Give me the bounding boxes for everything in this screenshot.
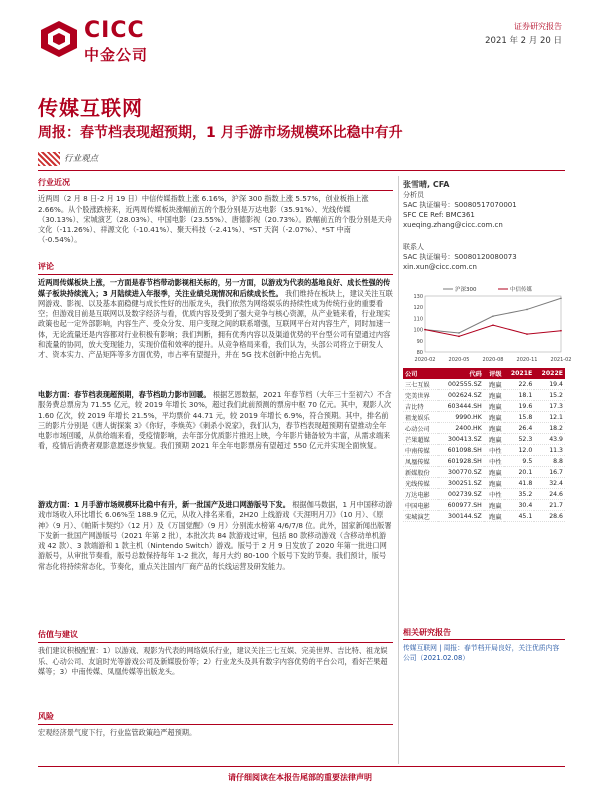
table-cell: 18.1 <box>504 390 535 401</box>
plot-frame <box>425 296 561 352</box>
author-name: 张雪晴, CFA <box>403 180 450 189</box>
y-tick-label: 110 <box>413 316 423 323</box>
section-heading: 行业近况 <box>38 178 70 187</box>
table-cell: 41.8 <box>504 478 535 489</box>
table-cell: 12.1 <box>534 412 565 423</box>
table-row <box>403 412 565 423</box>
table-cell: 002739.SZ <box>438 489 484 500</box>
rating-pattern-icon <box>38 152 60 166</box>
table-cell: 光线传媒 <box>403 478 438 489</box>
table-cell: 2400.HK <box>438 423 484 434</box>
table-cell: 跑赢 <box>484 511 504 522</box>
report-type: 证券研究报告 <box>514 22 562 31</box>
section-games <box>38 500 393 572</box>
table-row <box>403 489 565 500</box>
table-cell: 中国电影 <box>403 500 438 511</box>
author-sfc: SFC CE Ref: BMC361 <box>403 211 475 219</box>
column-header: 公司 <box>403 368 438 379</box>
logo-text-en: CICC <box>84 18 145 43</box>
table-cell: 宋城演艺 <box>403 511 438 522</box>
table-cell: 43.9 <box>534 434 565 445</box>
table-header-row <box>403 368 565 379</box>
related-heading: 相关研究报告 <box>403 628 451 637</box>
table-cell: 12.0 <box>504 445 535 456</box>
data-point <box>492 315 494 317</box>
table-cell: 完美世界 <box>403 390 438 401</box>
section-heading: 评论 <box>38 262 54 271</box>
table-cell: 芒果超媒 <box>403 434 438 445</box>
table-cell: 中南传媒 <box>403 445 438 456</box>
section-comment <box>38 262 393 361</box>
data-point <box>492 324 494 326</box>
table-cell: 22.6 <box>504 379 535 390</box>
table-cell: 跑赢 <box>484 379 504 390</box>
table-cell: 万达电影 <box>403 489 438 500</box>
table-cell: 跑赢 <box>484 478 504 489</box>
table-cell: 吉比特 <box>403 401 438 412</box>
column-header: 评级 <box>484 368 504 379</box>
section-lead: 近两周传媒板块上涨，一方面是春节档带动影视相关标的，另一方面，以游戏为代表的基地良好、成长性强的传媒子板块持续流入；3 月陆续进入年报季，关注业绩兑现情况和后续成长性。 <box>38 278 391 298</box>
column-header: 2021E <box>504 368 535 379</box>
section-heading: 风险 <box>38 712 54 721</box>
data-point <box>458 336 460 338</box>
table-cell: 15.8 <box>504 412 535 423</box>
heading-underline <box>38 724 393 725</box>
table-cell: 300251.SZ <box>438 478 484 489</box>
table-cell: 32.4 <box>534 478 565 489</box>
column-header: 2022E <box>534 368 565 379</box>
report-date: 2021 年 2 月 20 日 <box>485 36 562 46</box>
heading-underline <box>38 274 393 275</box>
table-cell: 18.2 <box>534 423 565 434</box>
table-cell: 28.6 <box>534 511 565 522</box>
table-cell: 26.4 <box>504 423 535 434</box>
table-cell: 新媒股份 <box>403 467 438 478</box>
x-tick-label: 2020-11 <box>516 357 538 363</box>
section-risk <box>38 712 393 739</box>
rating-label: 行业观点 <box>64 154 99 164</box>
table-cell: 11.3 <box>534 445 565 456</box>
table-cell: 300144.SZ <box>438 511 484 522</box>
table-cell: 300770.SZ <box>438 467 484 478</box>
section-text: 我们建议积极配置：1）以游戏、观影为代表的网络娱乐行业，建议关注三七互娱、完美世界、吉比特、祖龙娱乐、心动公司、友谊时光等游戏公司及新媒股份等；2）行业龙头及具有数字内容优势的平台公司，看好芒果超媒等；3）中南传媒、凤凰传媒等出版龙头。 <box>38 646 388 676</box>
series-line <box>425 325 561 336</box>
author-license: SAC 执证编号：S0080120080073 <box>403 253 517 261</box>
section-lead: 电影方面：春节档表现超预期，春节档助力影市回暖。 <box>38 390 211 399</box>
table-cell: 心动公司 <box>403 423 438 434</box>
table-cell: 凤凰传媒 <box>403 456 438 467</box>
data-point <box>560 330 562 332</box>
table-cell: 603444.SH <box>438 401 484 412</box>
table-cell: 祖龙娱乐 <box>403 412 438 423</box>
y-tick-label: 90 <box>416 338 423 345</box>
heading-underline <box>38 642 393 643</box>
author-license: SAC 执证编号：S0080517070001 <box>403 201 517 209</box>
section-lead: 游戏方面：1 月手游市场规模环比稳中有升，新一批国产及进口网游版号下发。 <box>38 500 290 509</box>
y-tick-label: 130 <box>413 294 423 300</box>
legend-label: 沪深300 <box>455 287 477 293</box>
stock-table <box>403 368 565 522</box>
section-text: 宏观经济景气度下行，行业监管政策趋严超预期。 <box>38 728 197 738</box>
section-overview <box>38 178 393 246</box>
x-tick-label: 2020-08 <box>482 357 504 363</box>
table-cell: 601098.SH <box>438 445 484 456</box>
author-email[interactable]: xueqing.zhang@cicc.com.cn <box>403 221 503 229</box>
logo-text-cn: 中金公司 <box>84 46 149 64</box>
table-cell: 21.7 <box>534 500 565 511</box>
table-cell: 中性 <box>484 445 504 456</box>
table-row <box>403 467 565 478</box>
section-text: 根据伽马数据，1 月中国移动游戏市场收入环比增长 6.06%至 188.9 亿元，从收入排名来看，2H20 上线游戏《天涯明月刀》（10 月）、《原神》（9 月）、《帕斯卡契约》（12 月）及《万国觉醒》（9 月）分别流水榜第 4/6/7/8 位。此外，国家新闻出版署下发新一批国产网游版号（2021 年第 2 批），本批次共 84 款游戏过审，包括 80 款移动游戏（含移动单机游戏 42 款）、3 款端游和 1 款主机（Nintendo Switch）游戏。版号于 2 月 9 日发放了 2020 年第一批进口网游版号，从审批节奏看，版号总数保持每年 1-2 批次，每月大约 80-100 个版号下发的节奏。我们预计，版号常态化将持续常态化，节奏化，重点关注国内厂商产品的长线运营及研发能力。 <box>38 500 393 571</box>
data-point <box>526 309 528 311</box>
table-row <box>403 434 565 445</box>
table-row <box>403 379 565 390</box>
table-cell: 52.3 <box>504 434 535 445</box>
legend-label: 中信传媒 <box>510 287 533 293</box>
table-row <box>403 456 565 467</box>
section-text: 我们维持在板块上，建议关注互联网游戏、影视、以及基本面稳健与成长性好的出版龙头，我们依然为网络娱乐的持续性成为传统行业的重要看空；但游戏目前是互联网以及数字经济与看，优质内容及受到了强大竞争与核心资源，从产业链来看，行业现实政策也起一定外部影响，内容生产、受众分发、用户变现之间的联系增强，互联网平台对内容生产，同时加速一体，无论流量还是内容都对行业积极有影响；我们判断，拥有优秀内容以及渠道优势的平台型公司有望通过内容和流量的协同，放大变现能力，实现价值和效率的提升。从竞争格局来看，我们认为，头部公司将立于研发人才、资本实力、产品矩阵等多方面优势，市占率有望提升，并在 5G 技术创新中抢占先机。 <box>38 288 393 360</box>
column-header: 代码 <box>438 368 484 379</box>
y-tick-label: 80 <box>416 350 423 356</box>
table-cell: 16.7 <box>534 467 565 478</box>
table-row <box>403 478 565 489</box>
data-point <box>458 332 460 334</box>
table-row <box>403 500 565 511</box>
related-research <box>403 628 565 663</box>
table-cell: 跑赢 <box>484 500 504 511</box>
related-link[interactable]: 传媒互联网 | 周报：春节档开局良好，关注优质内容公司（2021.02.08） <box>403 644 560 662</box>
x-tick-label: 2020-02 <box>414 357 436 363</box>
table-cell: 跑赢 <box>484 390 504 401</box>
table-cell: 20.1 <box>504 467 535 478</box>
table-cell: 45.1 <box>504 511 535 522</box>
table-cell: 300413.SZ <box>438 434 484 445</box>
author-block-1 <box>403 180 565 230</box>
table-cell: 三七互娱 <box>403 379 438 390</box>
table-row <box>403 390 565 401</box>
heading-underline <box>403 639 565 640</box>
report-meta <box>485 20 562 48</box>
table-row <box>403 445 565 456</box>
y-tick-label: 120 <box>413 305 423 312</box>
section-heading: 估值与建议 <box>38 630 78 639</box>
company-logo <box>40 18 180 68</box>
heading-underline <box>38 190 393 191</box>
column-divider <box>398 176 399 764</box>
table-cell: 跑赢 <box>484 401 504 412</box>
section-text: 根据艺恩数据，2021 年春节档（大年三十至初六）不含服务费总票房为 71.55 亿元，较 2019 年增长 30%，超过我们此前预测的票房中枢 70 亿元。其中，观影人次 1.60 亿次，较 2019 年增长 21.5%，平均票价 44.71 元，较 2019 年增长 6.9%，符合预期。其中，排名前三的影片分别是《唐人街探案 3》《你好，李焕英》《刺杀小说家》，我们认为，春节档表现超预期有望推动全年电影市场回暖，从供给端来看，受疫情影响，去年部分优质影片推迟上映，今年影片储备较为丰富，从需求端来看，疫情后消费者观影意愿逐步恢复。我们预期 2021 年全年电影票房有望超过 550 亿元并实现全面恢复。 <box>38 390 392 451</box>
author-email[interactable]: xin.xun@cicc.com.cn <box>403 263 477 271</box>
table-cell: 35.2 <box>504 489 535 500</box>
table-cell: 15.2 <box>534 390 565 401</box>
data-point <box>526 333 528 335</box>
x-tick-label: 2020-05 <box>448 357 470 363</box>
table-cell: 跑赢 <box>484 434 504 445</box>
table-cell: 19.6 <box>504 401 535 412</box>
table-cell: 600977.SH <box>438 500 484 511</box>
cicc-logo-icon <box>40 20 78 58</box>
footer-divider <box>38 766 565 767</box>
x-tick-label: 2021-02 <box>550 357 572 363</box>
performance-chart <box>403 282 572 364</box>
table-cell: 24.6 <box>534 489 565 500</box>
sector-title: 传媒互联网 <box>38 96 143 120</box>
table-cell: 002624.SZ <box>438 390 484 401</box>
title-divider <box>38 170 565 171</box>
author-role: 联系人 <box>403 243 424 251</box>
section-movie <box>38 390 393 452</box>
table-cell: 中性 <box>484 456 504 467</box>
author-block-2 <box>403 242 565 272</box>
table-cell: 跑赢 <box>484 467 504 478</box>
table-cell: 002555.SZ <box>438 379 484 390</box>
table-row <box>403 511 565 522</box>
table-cell: 8.8 <box>534 456 565 467</box>
section-text: 近两周（2 月 8 日-2 月 19 日）中信传媒指数上涨 6.16%，沪深 300 指数上涨 5.57%，创业板指上涨 2.66%。从个股涨跌榜来，近两周传媒板块涨幅前五的个股分别是万达电影（35.91%）、光线传媒（30.13%）、宋城演艺（28.03%）、中国电影（23.55%）、唐德影视（20.73%）。跌幅前五的个股分别是天舟文化（-11.26%）、祥源文化（-10.41%）、聚天科技（-2.41%）、*ST 天润（-2.07%）、*ST 中南（-0.54%）。 <box>38 194 392 245</box>
table-row <box>403 423 565 434</box>
table-cell: 17.3 <box>534 401 565 412</box>
data-point <box>560 297 562 299</box>
table-cell: 9.5 <box>504 456 535 467</box>
legal-notice: 请仔细阅读在本报告尾部的重要法律声明 <box>228 773 372 782</box>
table-cell: 中性 <box>484 489 504 500</box>
table-cell: 19.4 <box>534 379 565 390</box>
author-role: 分析员 <box>403 191 424 199</box>
table-cell: 跑赢 <box>484 423 504 434</box>
data-point <box>424 329 426 331</box>
report-title: 周报：春节档表现超预期，1 月手游市场规模环比稳中有升 <box>38 125 403 141</box>
table-row <box>403 401 565 412</box>
section-valuation <box>38 630 393 677</box>
table-cell: 601928.SH <box>438 456 484 467</box>
y-tick-label: 100 <box>413 327 423 334</box>
table-cell: 9990.HK <box>438 412 484 423</box>
table-cell: 跑赢 <box>484 412 504 423</box>
table-cell: 30.4 <box>504 500 535 511</box>
